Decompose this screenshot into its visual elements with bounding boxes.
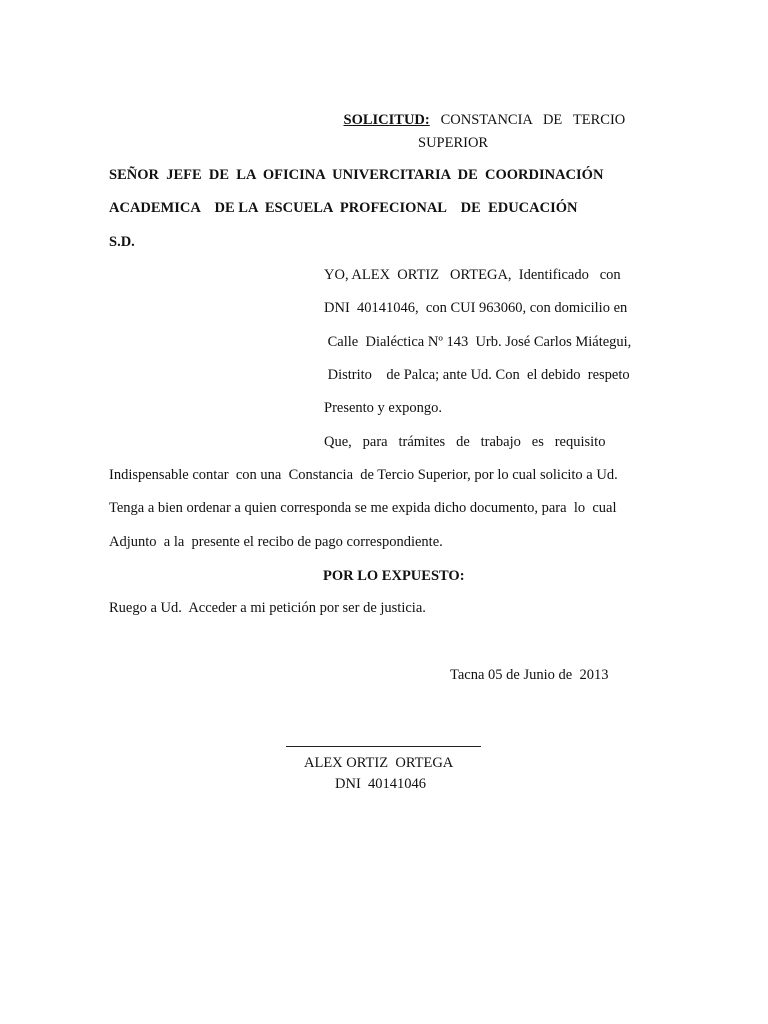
identification-line-3: Calle Dialéctica Nº 143 Urb. José Carlos Miátegui, — [324, 334, 632, 350]
body-line-2: Tenga a bien ordenar a quien corresponda se me expida dicho documento, para lo cual — [109, 500, 617, 516]
subject-text-continuation: SUPERIOR — [418, 135, 489, 151]
place-date: Tacna 05 de Junio de 2013 — [450, 667, 609, 683]
addressee-line-3: S.D. — [109, 234, 135, 250]
body-line-3: Adjunto a la presente el recibo de pago correspondiente. — [109, 534, 443, 550]
closing-request: Ruego a Ud. Acceder a mi petición por ser de justicia. — [109, 600, 426, 616]
identification-line-2: DNI 40141046, con CUI 963060, con domicilio en — [324, 300, 628, 316]
body-first-line: Que, para trámites de trabajo es requisito — [324, 434, 606, 450]
body-line-1: Indispensable contar con una Constancia de Tercio Superior, por lo cual solicito a Ud. — [109, 467, 618, 483]
signature-line — [286, 746, 481, 747]
identification-line-4: Distrito de Palca; ante Ud. Con el debido respeto — [324, 367, 630, 383]
addressee-line-2: ACADEMICA DE LA ESCUELA PROFECIONAL DE EDUCACIÓN — [109, 200, 578, 216]
identification-line-1: YO, ALEX ORTIZ ORTEGA, Identificado con — [324, 267, 621, 283]
signature-name: ALEX ORTIZ ORTEGA — [304, 755, 454, 771]
closing-heading: POR LO EXPUESTO: — [323, 568, 465, 584]
addressee-line-1: SEÑOR JEFE DE LA OFICINA UNIVERCITARIA DE COORDINACIÓN — [109, 167, 604, 183]
subject-text: CONSTANCIA DE TERCIO — [440, 112, 626, 128]
subject-label: SOLICITUD: — [343, 112, 430, 128]
signature-dni: DNI 40141046 — [335, 776, 427, 792]
identification-line-5: Presento y expongo. — [324, 400, 442, 416]
